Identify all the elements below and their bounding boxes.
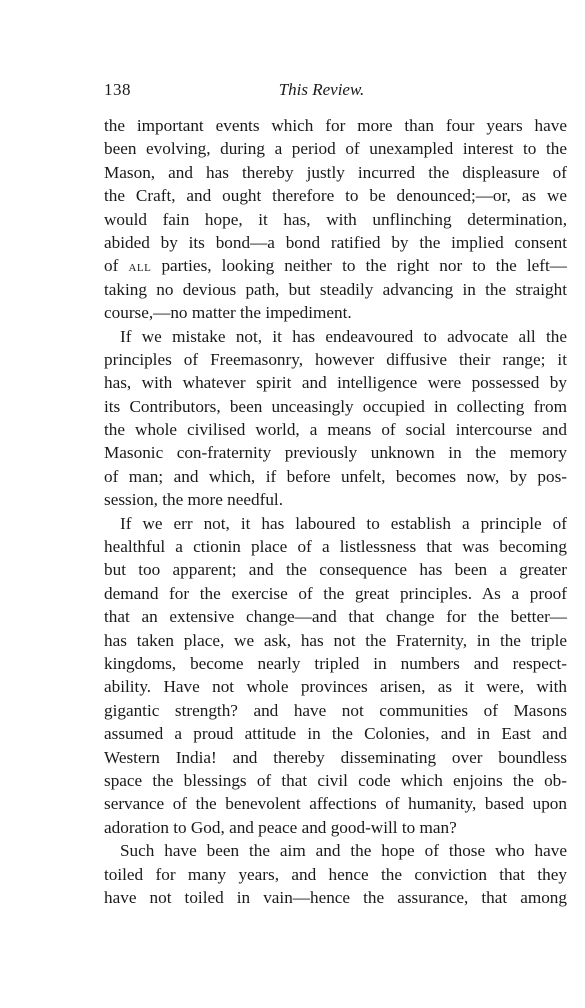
text-line: have not toiled in vain—hence the assurance, that among — [104, 887, 567, 907]
text-line: the whole civilised world, a means of social intercourse and — [104, 420, 567, 440]
text-line: taking no devious path, but steadily advancing in the straight — [104, 279, 567, 299]
text-line: has taken place, we ask, has not the Fraternity, in the triple — [104, 630, 567, 650]
text-line: healthful a ctionin place of a listlessness that was becoming — [104, 537, 567, 557]
text-line: Western India! and thereby disseminating over boundless — [104, 747, 567, 767]
page-header — [104, 80, 569, 106]
text-line: gigantic strength? and have not communities of Masons — [104, 700, 567, 720]
text-line: servance of the benevolent affections of humanity, based upon — [104, 794, 567, 814]
text-line-small-caps: of all parties, looking neither to the right nor to the left— — [104, 256, 567, 276]
text-line: ability. Have not whole provinces arisen, as it were, with — [104, 677, 567, 697]
text-line: adoration to God, and peace and good-will to man? — [104, 817, 457, 837]
text-line: its Contributors, been unceasingly occupied in collecting from — [104, 396, 567, 416]
text-line: course,—no matter the impediment. — [104, 303, 352, 323]
text-line: has, with whatever spirit and intelligence were possessed by — [104, 373, 567, 393]
page-number: 138 — [104, 80, 131, 99]
paragraph-start-line: If we mistake not, it has endeavoured to advocate all the — [120, 326, 567, 346]
text-line: Mason, and has thereby justly incurred the displeasure of — [104, 162, 567, 182]
text-line: abided by its bond—a bond ratified by the implied consent — [104, 232, 567, 252]
running-title: This Review. — [278, 80, 365, 99]
text-line: demand for the exercise of the great principles. As a proof — [104, 583, 567, 603]
text-line: the important events which for more than four years have — [104, 116, 567, 135]
text-line: but too apparent; and the consequence has been a greater — [104, 560, 567, 580]
text-line: space the blessings of that civil code which enjoins the ob- — [104, 770, 567, 790]
body-text — [104, 114, 567, 909]
paragraph-start-line: If we err not, it has laboured to establish a principle of — [120, 513, 567, 533]
text-line: session, the more needful. — [104, 490, 283, 510]
text-line: the Craft, and ought therefore to be denounced;—or, as we — [104, 186, 567, 206]
text-line: principles of Freemasonry, however diffusive their range; it — [104, 349, 567, 369]
text-line: kingdoms, become nearly tripled in numbers and respect- — [104, 653, 567, 673]
text-line: toiled for many years, and hence the conviction that they — [104, 864, 567, 884]
text-line: Masonic con-fraternity previously unknown in the memory — [104, 443, 567, 463]
text-line: that an extensive change—and that change for the better— — [104, 607, 567, 627]
text-line: would fain hope, it has, with unflinching determination, — [104, 209, 567, 229]
text-line: assumed a proud attitude in the Colonies, and in East and — [104, 724, 567, 744]
paragraph-start-line: Such have been the aim and the hope of those who have — [120, 841, 567, 861]
text-line: been evolving, during a period of unexampled interest to the — [104, 139, 567, 159]
text-line: of man; and which, if before unfelt, becomes now, by pos- — [104, 466, 567, 486]
small-caps-word: all — [128, 259, 152, 276]
